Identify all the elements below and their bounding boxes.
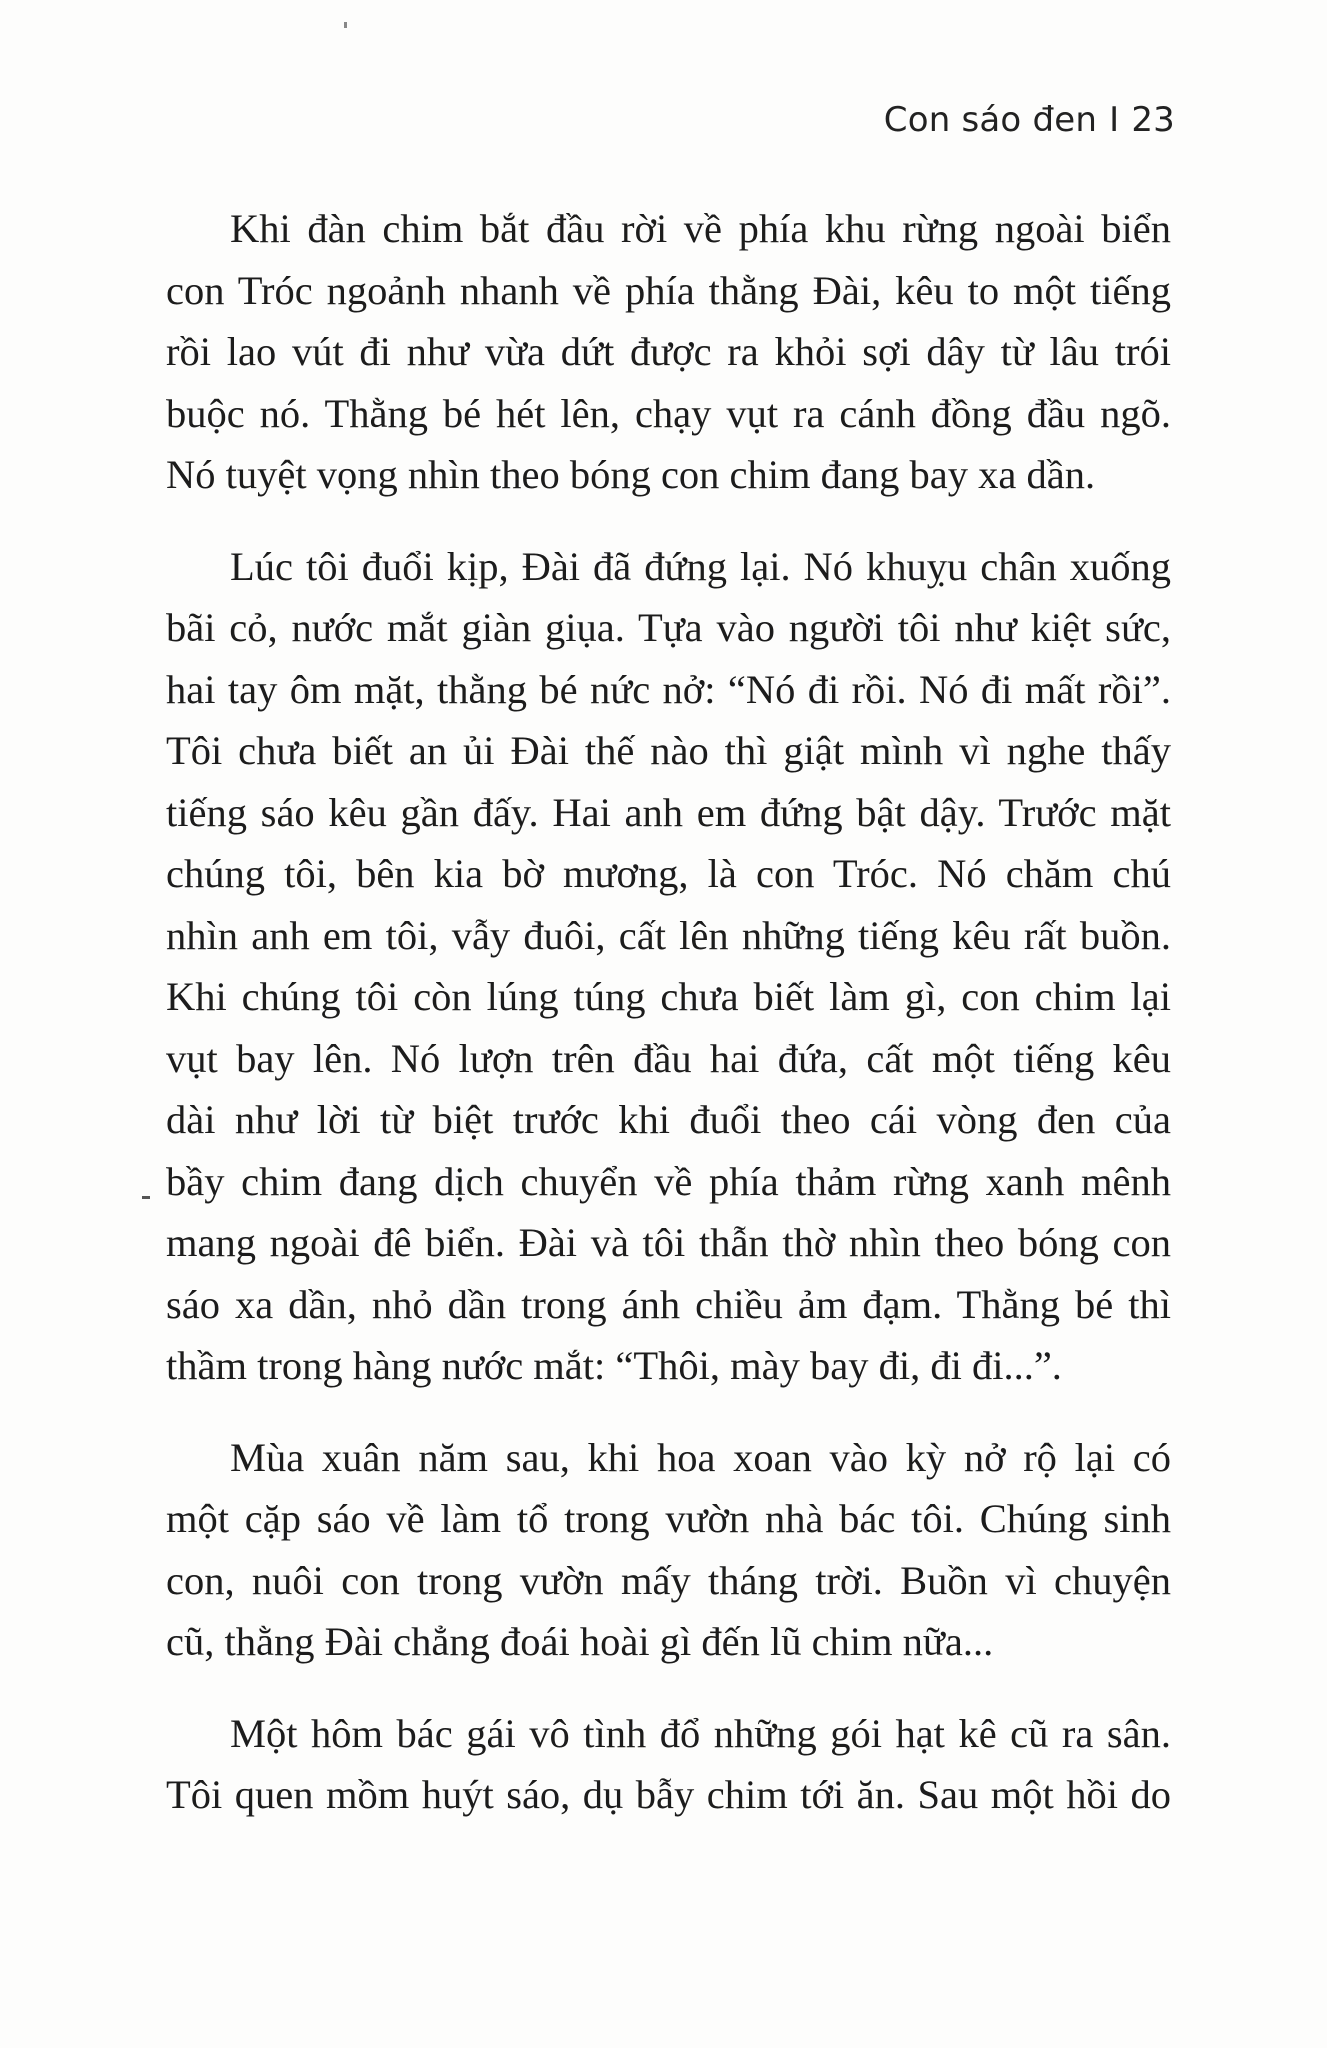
text-line: một cặp sáo về làm tổ trong vườn nhà bác tôi. Chúng sinh — [166, 1496, 1171, 1541]
paragraph-2 — [166, 536, 1171, 1397]
paragraph-3 — [166, 1427, 1171, 1673]
text-line: sáo xa dần, nhỏ dần trong ánh chiều ảm đạm. Thằng bé thì — [166, 1281, 1171, 1327]
header-separator: I — [1109, 100, 1120, 140]
body-text — [166, 198, 1171, 1856]
text-line: Tôi chưa biết an ủi Đài thế nào thì giật mình vì nghe thấy — [166, 728, 1171, 773]
text-line: chúng tôi, bên kia bờ mương, là con Tróc. Nó chăm chú — [166, 851, 1171, 896]
text-line: nhìn anh em tôi, vẫy đuôi, cất lên những tiếng kêu rất buồn. — [166, 912, 1171, 958]
text-line: con Tróc ngoảnh nhanh về phía thằng Đài, kêu to một tiếng — [166, 267, 1171, 313]
text-line: tiếng sáo kêu gần đấy. Hai anh em đứng bật dậy. Trước mặt — [166, 789, 1171, 835]
text-line: con, nuôi con trong vườn mấy tháng trời. Buồn vì chuyện — [166, 1557, 1171, 1603]
text-line: vụt bay lên. Nó lượn trên đầu hai đứa, cất một tiếng kêu — [166, 1035, 1171, 1081]
paragraph-4 — [166, 1703, 1171, 1826]
text-line: Một hôm bác gái vô tình đổ những gói hạt kê cũ ra sân. — [230, 1710, 1171, 1756]
text-line: cũ, thằng Đài chẳng đoái hoài gì đến lũ chim nữa... — [166, 1619, 994, 1664]
text-line: Lúc tôi đuổi kịp, Đài đã đứng lại. Nó khuỵu chân xuống — [230, 543, 1171, 589]
text-line: Khi chúng tôi còn lúng túng chưa biết làm gì, con chim lại — [166, 974, 1171, 1019]
paragraph-1 — [166, 198, 1171, 506]
text-line: bãi cỏ, nước mắt giàn giụa. Tựa vào người tôi như kiệt sức, — [166, 605, 1171, 650]
text-line: dài như lời từ biệt trước khi đuổi theo cái vòng đen của — [166, 1097, 1171, 1142]
text-line: buộc nó. Thằng bé hét lên, chạy vụt ra cánh đồng đầu ngõ. — [166, 390, 1171, 436]
page-number: 23 — [1131, 100, 1175, 140]
print-speck — [344, 22, 347, 28]
text-line: thầm trong hàng nước mắt: “Thôi, mày bay đi, đi đi...”. — [166, 1343, 1062, 1388]
text-line: Nó tuyệt vọng nhìn theo bóng con chim đang bay xa dần. — [166, 452, 1096, 497]
text-line: bầy chim đang dịch chuyển về phía thảm rừng xanh mênh — [166, 1158, 1171, 1204]
margin-mark — [142, 1196, 150, 1199]
text-line: rồi lao vút đi như vừa dứt được ra khỏi sợi dây từ lâu trói — [166, 329, 1171, 374]
text-line: mang ngoài đê biển. Đài và tôi thẫn thờ nhìn theo bóng con — [166, 1220, 1171, 1265]
text-line: Khi đàn chim bắt đầu rời về phía khu rừng ngoài biển — [230, 206, 1171, 251]
text-line: Tôi quen mồm huýt sáo, dụ bẫy chim tới ăn. Sau một hồi do — [166, 1772, 1171, 1817]
chapter-title: Con sáo đen — [883, 100, 1098, 140]
text-line: hai tay ôm mặt, thằng bé nức nở: “Nó đi rồi. Nó đi mất rồi”. — [166, 666, 1171, 712]
running-header — [884, 100, 1175, 140]
text-line: Mùa xuân năm sau, khi hoa xoan vào kỳ nở rộ lại có — [230, 1434, 1171, 1480]
